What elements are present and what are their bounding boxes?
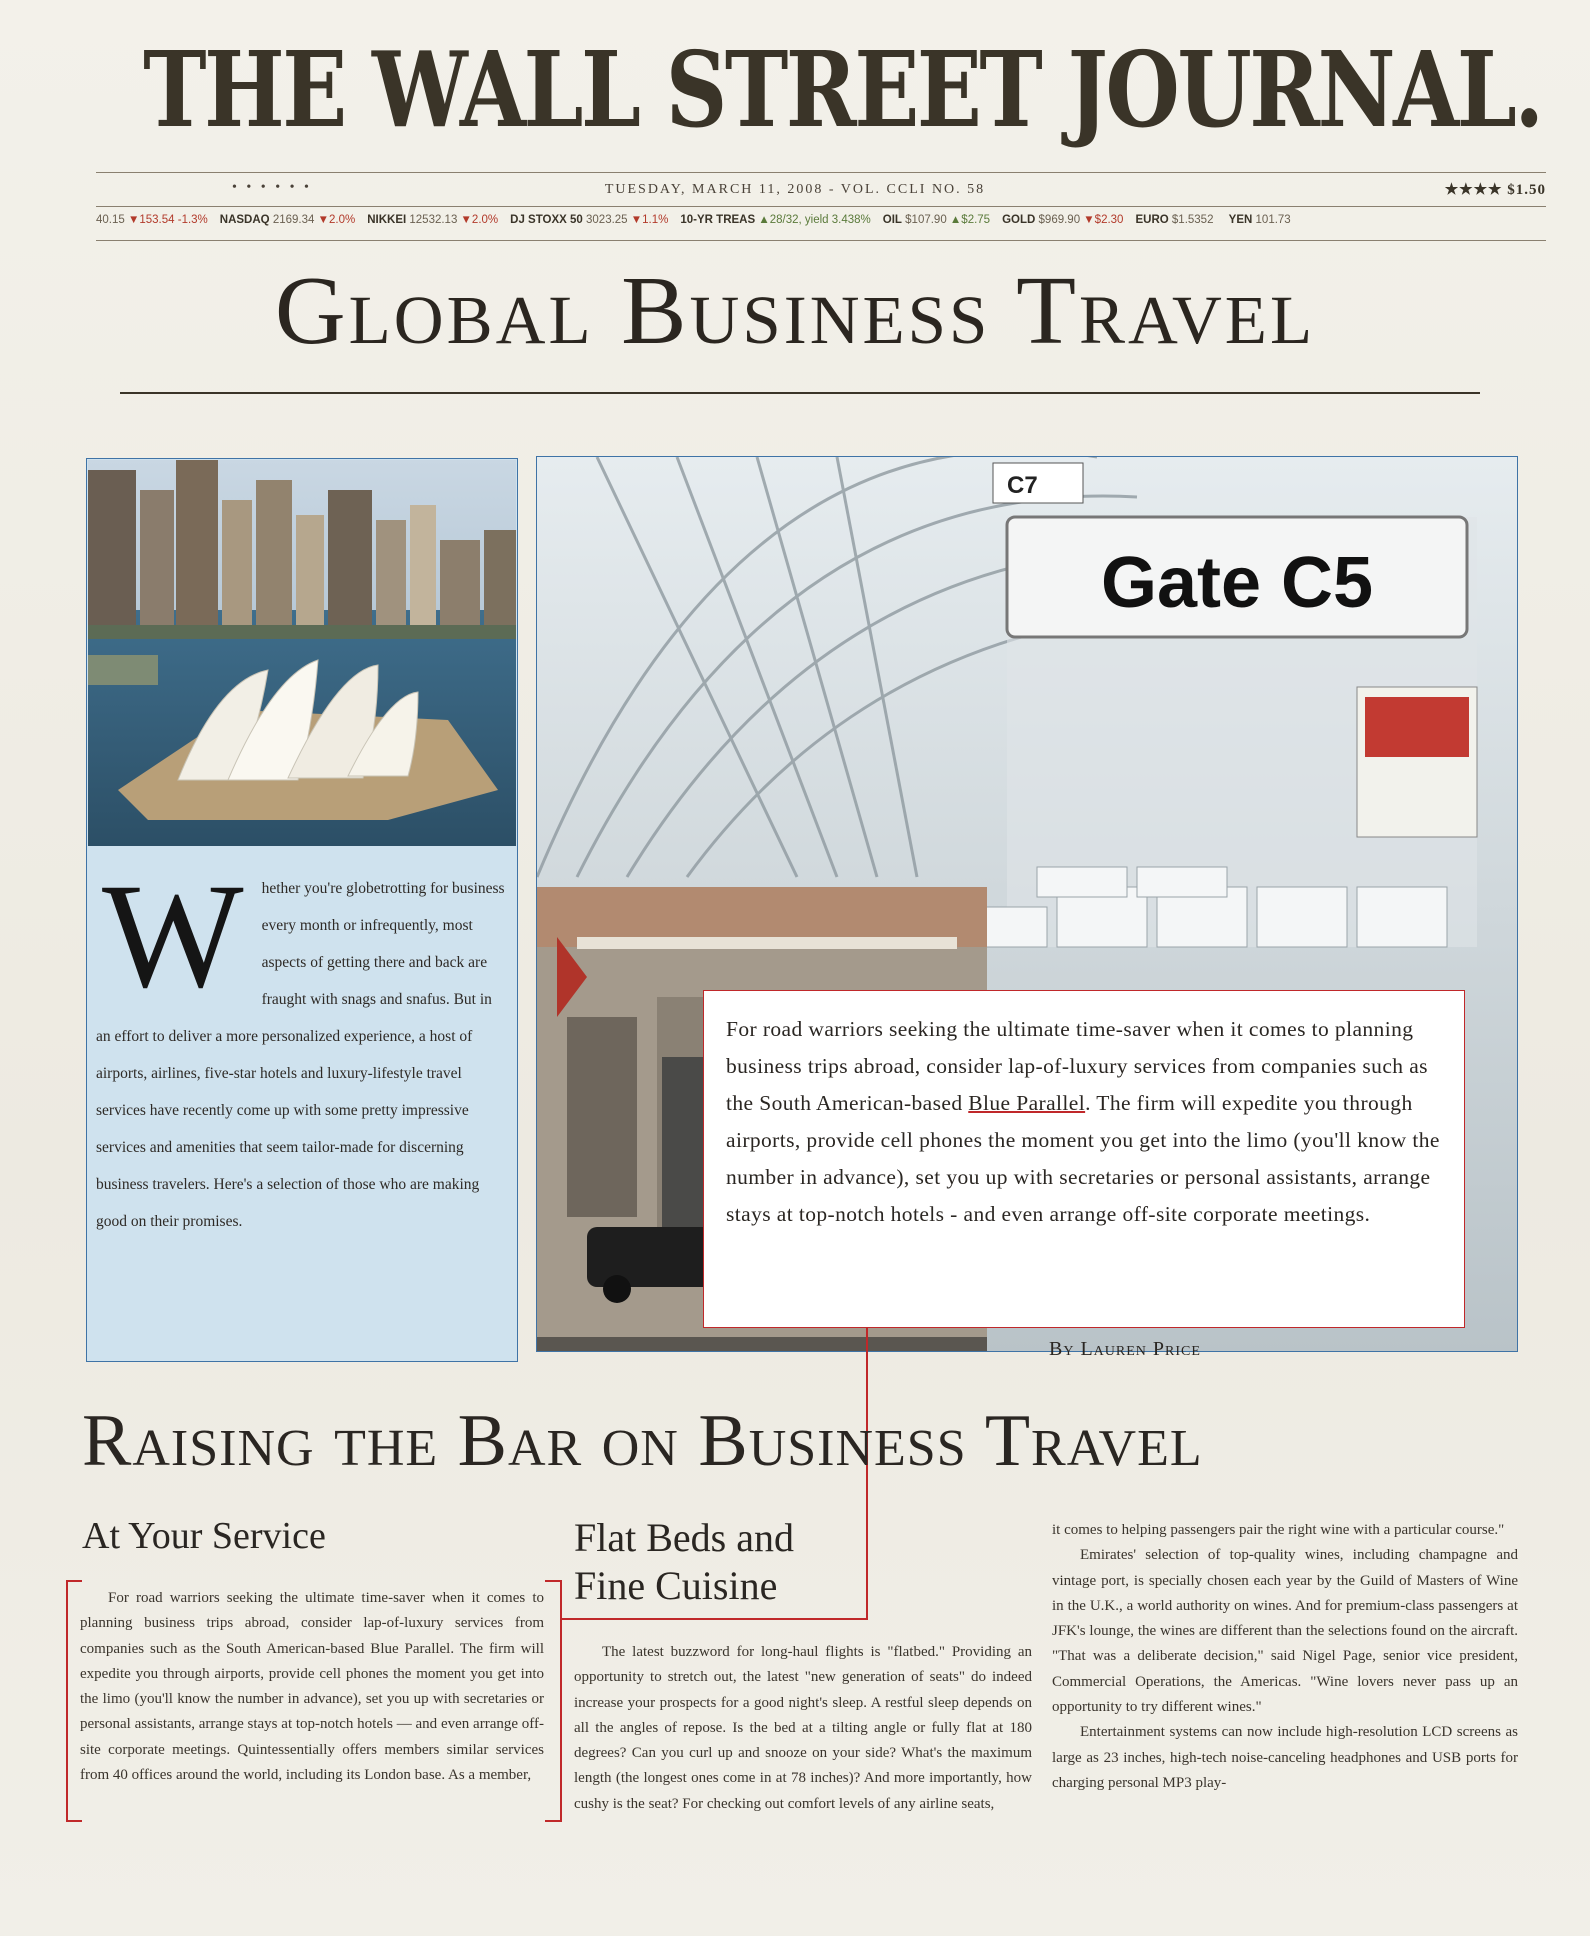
drop-cap: W: [102, 853, 244, 1019]
column-3-paragraph: Emirates' selection of top-quality wines, including champagne and vintage port, is specially chosen each year by the Guild of Masters of Wine in the U.K., a world authority on wines. And for premium-class passengers at JFK's lounge, the wines are different than the selections found on the aircraft. "That was a deliberate decision," said Nigel Page, senior vice president, Commercial Operations, the Americas. "Wine lovers never pass up an opportunity to try different wines.": [1052, 1547, 1518, 1716]
ticker-change: ▲$2.75: [949, 214, 991, 226]
subhead-flat-beds: [574, 1514, 794, 1610]
masthead-title: THE WALL STREET JOURNAL.: [143, 28, 1542, 151]
masthead-rule: [96, 172, 1546, 173]
masthead-dots: • • • • • •: [232, 180, 312, 195]
ticker-value: $107.90: [901, 214, 950, 226]
subhead-at-your-service: At Your Service: [82, 1515, 326, 1557]
column-3-paragraph: it comes to helping passengers pair the right wine with a particular course.": [1052, 1522, 1505, 1538]
gate-c7-label: C7: [1007, 472, 1038, 499]
bracket-left: [66, 1820, 82, 1822]
ticker-label: YEN: [1228, 214, 1253, 226]
ticker-label: DJ STOXX 50: [510, 214, 583, 226]
price: ★★★★ $1.50: [1444, 182, 1546, 198]
bracket-right: [560, 1580, 562, 1822]
ticker-value: $969.90: [1035, 214, 1084, 226]
section-rule: [120, 392, 1480, 394]
bracket-right: [545, 1580, 561, 1582]
ticker-label: GOLD: [1002, 214, 1036, 226]
subhead-line-2: Fine Cuisine: [574, 1563, 778, 1608]
ticker-value: 3023.25: [582, 214, 631, 226]
ticker-rule-bottom: [96, 240, 1546, 241]
ticker-value: 40.15: [96, 214, 128, 226]
sydney-opera-house-photo: [88, 460, 516, 846]
ticker-rule-top: [96, 206, 1546, 207]
article-column-3: [1052, 1518, 1518, 1796]
market-ticker: [96, 214, 1546, 226]
column-3-paragraph: Entertainment systems can now include high-resolution LCD screens as large as 23 inches, high-tech noise-canceling headphones and USB ports for charging personal MP3 play-: [1052, 1724, 1518, 1791]
blue-parallel-link: Blue Parallel: [968, 1091, 1086, 1115]
byline: By Lauren Price: [1049, 1338, 1201, 1360]
pull-quote-box: [703, 990, 1465, 1328]
ticker-value: 12532.13: [406, 214, 461, 226]
pull-quote-text: For road warriors seeking the ultimate time-saver when it comes to planning business trips abroad, consider lap-of-luxury services from companies such as the South American-based: [726, 1017, 1428, 1115]
ticker-change: ▼$2.30: [1083, 214, 1124, 226]
bracket-left: [66, 1580, 68, 1822]
ticker-change: ▼2.0%: [317, 214, 356, 226]
subhead-line-1: Flat Beds and: [574, 1515, 794, 1560]
pull-quote-text-end: . The firm will expedite you through airports, provide cell phones the moment you get into the limo (you'll know the number in advance), set you up with secretaries or personal assistants, arrange stays at top-notch hotels - and even arrange off-site corporate meetings.: [726, 1091, 1440, 1226]
gate-sign: Gate C5: [1100, 543, 1374, 623]
ticker-change: ▼2.0%: [460, 214, 499, 226]
ticker-label: 10-YR TREAS: [680, 214, 756, 226]
headline: Raising the Bar on Business Travel: [82, 1400, 1203, 1482]
ticker-change: ▼1.1%: [630, 214, 669, 226]
section-title: Global Business Travel: [274, 257, 1316, 365]
ticker-change: ▲28/32, yield 3.438%: [758, 214, 871, 226]
bracket-left: [66, 1580, 82, 1582]
ticker-value: 2169.34: [269, 214, 318, 226]
ticker-label: EURO: [1135, 214, 1169, 226]
article-column-1: For road warriors seeking the ultimate time-saver when it comes to planning business trips abroad, consider lap-of-luxury services from companies such as the South American-based Blue Parallel. The firm will expedite you through airports, provide cell phones the moment you get into the limo (you'll know the number in advance), set you up with secretaries or personal assistants, arrange stays at top-notch hotels — and even arrange off-site corporate meetings. Quintessentially offers members similar services from 40 offices around the world, including its London base. As a member,: [80, 1590, 544, 1784]
intro-text: [96, 853, 508, 1240]
ticker-label: NIKKEI: [367, 214, 407, 226]
ticker-change: ▼153.54 -1.3%: [127, 214, 208, 226]
ticker-label: OIL: [882, 214, 902, 226]
ticker-value: $1.5352: [1168, 214, 1217, 226]
bracket-right: [545, 1820, 561, 1822]
article-column-2: The latest buzzword for long-haul flights is "flatbed." Providing an opportunity to stretch out, the latest "new generation of seats" do indeed increase your prospects for a good night's sleep. A restful sleep depends on all the angles of repose. Is the bed at a tilting angle or fully flat at 180 degrees? Can you curl up and snooze on your side? What's the maximum length (the longest ones come in at 78 inches)? And more importantly, how cushy is the seat? For checking out comfort levels of any airline seats,: [574, 1644, 1032, 1812]
dateline: TUESDAY, MARCH 11, 2008 - VOL. CCLI NO. 58: [604, 182, 986, 197]
ticker-label: NASDAQ: [219, 214, 270, 226]
intro-body: hether you're globetrotting for business every month or infrequently, most aspects of getting there and back are fraught with snags and snafus. But in an effort to deliver a more personalized experience, a host of airports, airlines, five-star hotels and luxury-lifestyle travel services have recently come up with some pretty impressive services and amenities that seem tailor-made for discerning business travelers. Here's a selection of those who are making good on their promises.: [96, 880, 505, 1230]
connector-line: [560, 1618, 868, 1620]
ticker-value: 101.73: [1252, 214, 1291, 226]
